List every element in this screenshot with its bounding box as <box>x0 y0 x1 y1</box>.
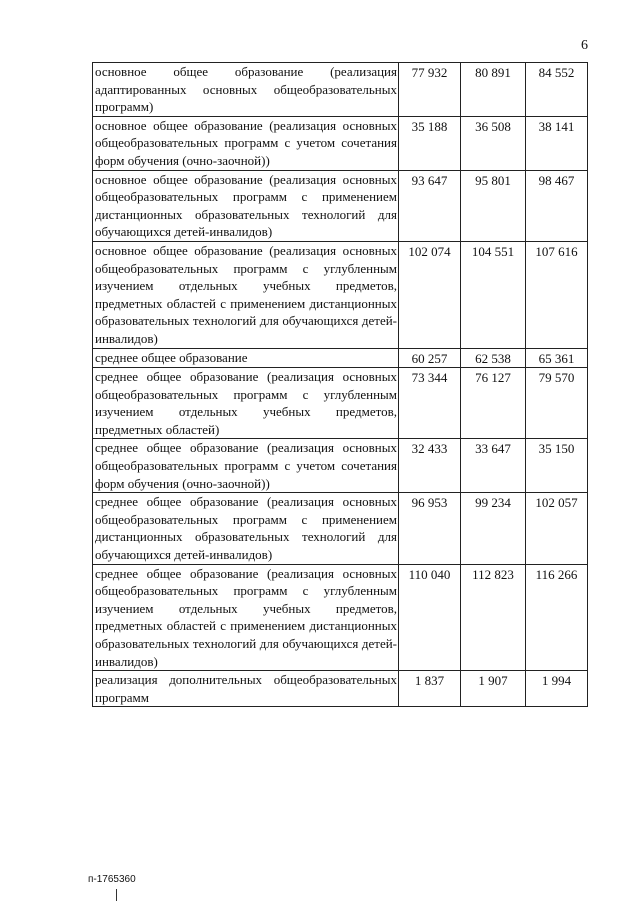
table-row <box>93 348 588 368</box>
row-description: основное общее образование (реализация основных общеобразовательных программ с применением дистанционных образовательных технологий для обучающихся детей-инвалидов) <box>93 170 399 241</box>
row-value-1: 77 932 <box>399 63 461 117</box>
row-value-1: 32 433 <box>399 439 461 493</box>
row-value-1: 60 257 <box>399 348 461 368</box>
row-value-3: 65 361 <box>526 348 588 368</box>
row-value-2: 62 538 <box>461 348 526 368</box>
table-row <box>93 564 588 671</box>
row-value-2: 80 891 <box>461 63 526 117</box>
row-value-2: 104 551 <box>461 241 526 348</box>
row-value-1: 93 647 <box>399 170 461 241</box>
row-value-1: 102 074 <box>399 241 461 348</box>
row-description: среднее общее образование (реализация основных общеобразовательных программ с углубленным изучением отдельных учебных предметов, предметных областей с применением дистанционных образовательных технологий для обучающихся детей-инвалидов) <box>93 564 399 671</box>
row-value-1: 110 040 <box>399 564 461 671</box>
row-value-3: 35 150 <box>526 439 588 493</box>
row-value-2: 33 647 <box>461 439 526 493</box>
row-description: среднее общее образование (реализация основных общеобразовательных программ с применением дистанционных образовательных технологий для обучающихся детей-инвалидов) <box>93 493 399 564</box>
document-code: п-1765360 <box>88 874 136 885</box>
row-description: основное общее образование (реализация основных общеобразовательных программ с углубленным изучением отдельных учебных предметов, предметных областей с применением дистанционных образовательных технологий для обучающихся детей-инвалидов) <box>93 241 399 348</box>
row-value-3: 38 141 <box>526 116 588 170</box>
row-description: среднее общее образование <box>93 348 399 368</box>
row-value-3: 1 994 <box>526 671 588 707</box>
row-description: реализация дополнительных общеобразовательных программ <box>93 671 399 707</box>
table-row <box>93 368 588 439</box>
row-description: основное общее образование (реализация адаптированных основных общеобразовательных программ) <box>93 63 399 117</box>
row-value-3: 116 266 <box>526 564 588 671</box>
row-value-2: 95 801 <box>461 170 526 241</box>
row-value-3: 102 057 <box>526 493 588 564</box>
row-value-2: 76 127 <box>461 368 526 439</box>
page-number: 6 <box>581 38 588 53</box>
row-value-3: 84 552 <box>526 63 588 117</box>
row-value-1: 96 953 <box>399 493 461 564</box>
footer-mark <box>116 889 117 901</box>
table-row <box>93 439 588 493</box>
row-value-2: 1 907 <box>461 671 526 707</box>
row-value-3: 107 616 <box>526 241 588 348</box>
row-value-2: 112 823 <box>461 564 526 671</box>
cost-table <box>92 62 588 707</box>
row-description: среднее общее образование (реализация основных общеобразовательных программ с углубленным изучением отдельных учебных предметов, предметных областей) <box>93 368 399 439</box>
table-row <box>93 493 588 564</box>
row-value-3: 98 467 <box>526 170 588 241</box>
row-value-1: 73 344 <box>399 368 461 439</box>
table-row <box>93 241 588 348</box>
table-row <box>93 63 588 117</box>
table-row <box>93 170 588 241</box>
row-description: основное общее образование (реализация основных общеобразовательных программ с учетом сочетания форм обучения (очно-заочной)) <box>93 116 399 170</box>
table-row <box>93 116 588 170</box>
row-description: среднее общее образование (реализация основных общеобразовательных программ с учетом сочетания форм обучения (очно-заочной)) <box>93 439 399 493</box>
row-value-2: 36 508 <box>461 116 526 170</box>
row-value-1: 1 837 <box>399 671 461 707</box>
row-value-1: 35 188 <box>399 116 461 170</box>
row-value-3: 79 570 <box>526 368 588 439</box>
row-value-2: 99 234 <box>461 493 526 564</box>
table-row <box>93 671 588 707</box>
